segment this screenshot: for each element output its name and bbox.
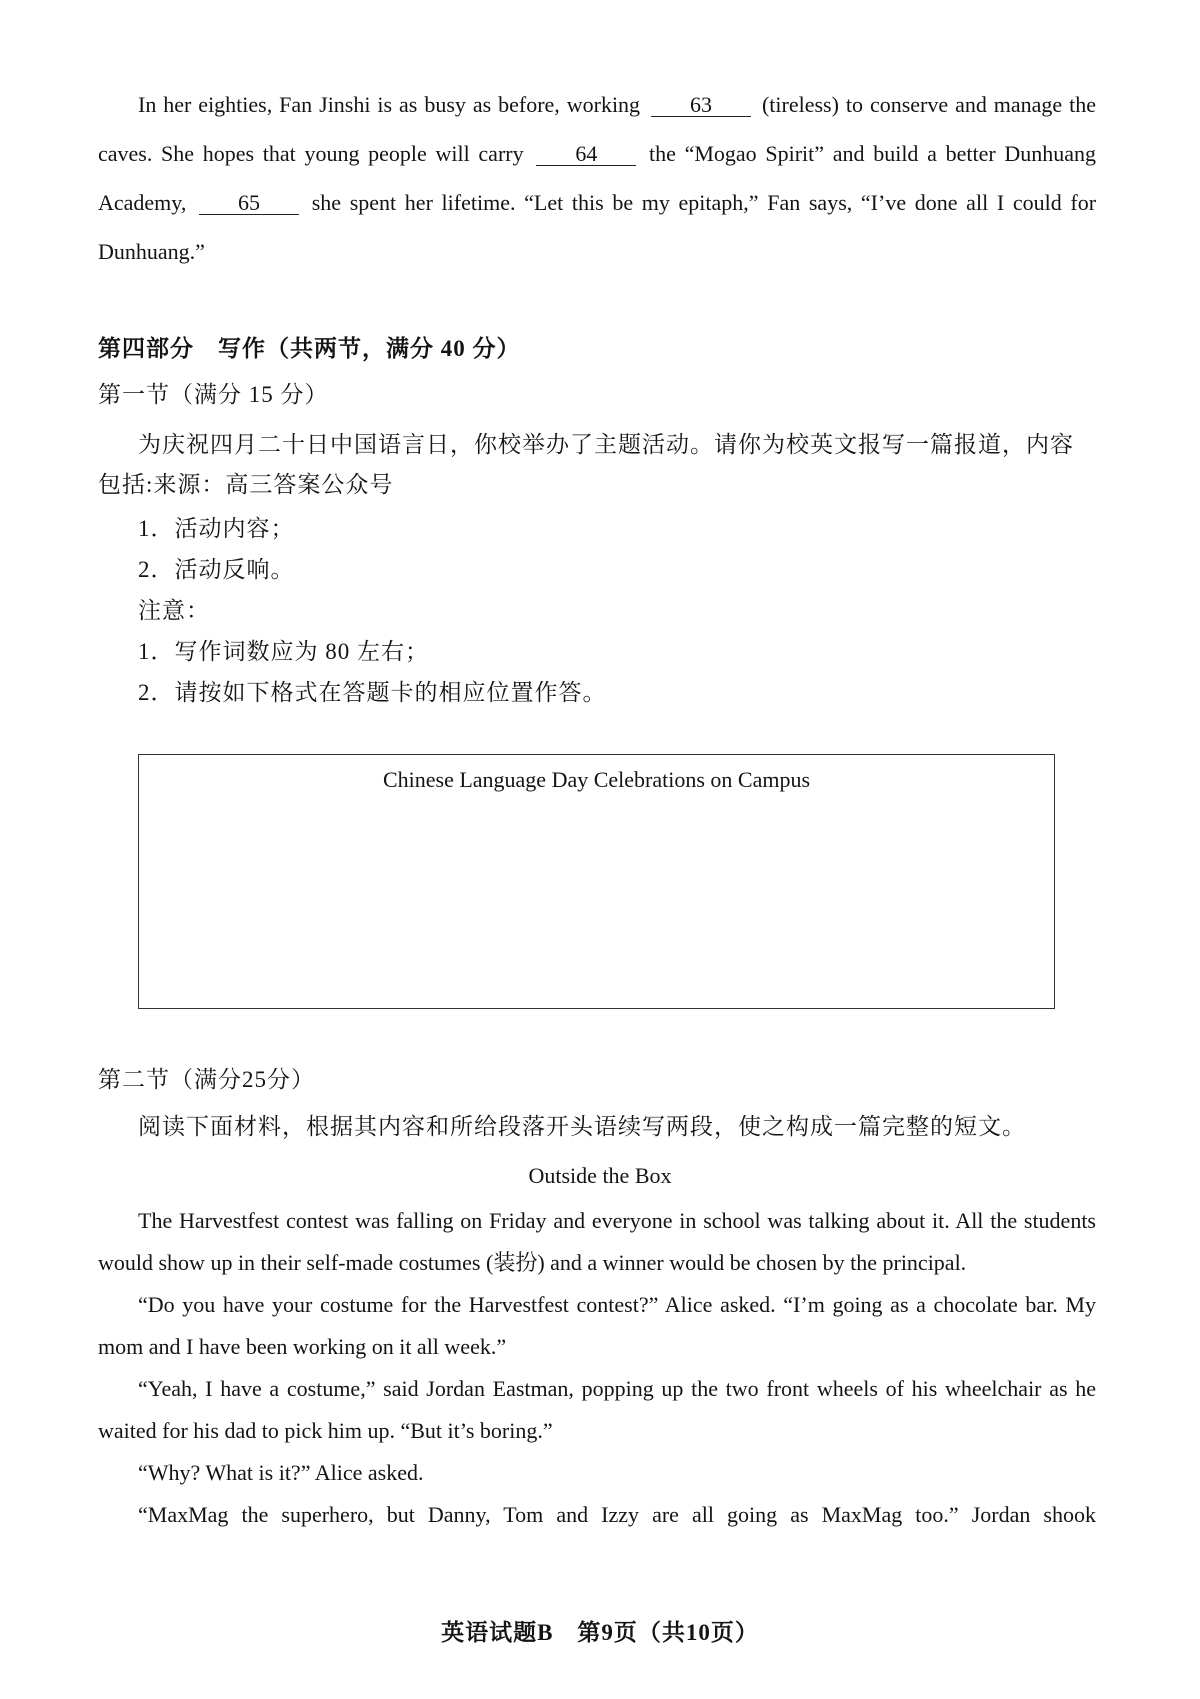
answer-format-box bbox=[138, 754, 1055, 1009]
notes-label: 注意： bbox=[138, 598, 210, 623]
page-footer: 英语试题B 第9页（共10页） bbox=[441, 1620, 759, 1645]
story-title: Outside the Box bbox=[528, 1163, 672, 1188]
passage-text: she spent her lifetime. “Let this be my epitaph,” Fan says, “I’ve done all I could for Dunhuang.” bbox=[98, 190, 1097, 264]
section1-prompt: 为庆祝四月二十日中国语言日，你校举办了主题活动。请你为校英文报写一篇报道，内容包括:来源：高三答案公众号 bbox=[98, 432, 1074, 497]
section2-heading: 第二节（满分25分） bbox=[98, 1067, 315, 1092]
passage-ending bbox=[98, 80, 1096, 276]
section1-heading: 第一节（满分 15 分） bbox=[98, 382, 329, 407]
note-item: 2．请按如下格式在答题卡的相应位置作答。 bbox=[138, 680, 607, 705]
passage-text: the “Mogao Spirit” and build a better Dunhuang Academy, bbox=[98, 141, 1097, 215]
blank-65: 65 bbox=[199, 192, 299, 215]
story-body bbox=[98, 1200, 1096, 1536]
box-title: Chinese Language Day Celebrations on Campus bbox=[382, 767, 811, 792]
section1-requirements bbox=[138, 508, 607, 713]
story-paragraph: “Yeah, I have a costume,” said Jordan Eastman, popping up the two front wheels of his wheelchair as he waited for his dad to pick him up. “But it’s boring.” bbox=[98, 1376, 1096, 1443]
blank-64: 64 bbox=[536, 143, 636, 166]
note-item: 1．写作词数应为 80 左右； bbox=[138, 639, 429, 664]
passage-text: In her eighties, Fan Jinshi is as busy as before, working bbox=[138, 92, 641, 117]
story-paragraph: “MaxMag the superhero, but Danny, Tom and Izzy are all going as MaxMag too.” Jordan shook bbox=[138, 1502, 1096, 1527]
story-paragraph: The Harvestfest contest was falling on Friday and everyone in school was talking about it. All the students would show up in their self-made costumes (装扮) and a winner would be chosen by the principal. bbox=[98, 1208, 1096, 1275]
part-heading: 第四部分 写作（共两节，满分 40 分） bbox=[98, 336, 521, 361]
story-paragraph: “Do you have your costume for the Harvestfest contest?” Alice asked. “I’m going as a chocolate bar. My mom and I have been working on it all week.” bbox=[98, 1292, 1096, 1359]
blank-63: 63 bbox=[651, 94, 751, 117]
requirement-item: 2．活动反响。 bbox=[138, 557, 295, 582]
story-paragraph: “Why? What is it?” Alice asked. bbox=[138, 1460, 424, 1485]
passage-text: (tireless) to conserve and manage the caves. She hopes that young people will carry bbox=[98, 92, 1097, 166]
section2-instruction: 阅读下面材料，根据其内容和所给段落开头语续写两段，使之构成一篇完整的短文。 bbox=[138, 1114, 1026, 1139]
requirement-item: 1．活动内容； bbox=[138, 516, 295, 541]
